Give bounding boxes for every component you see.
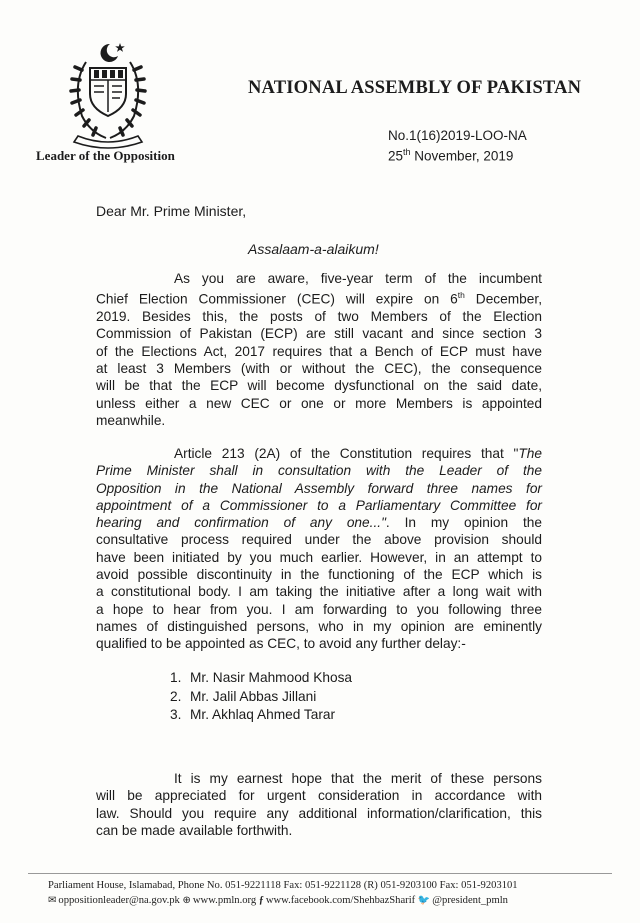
footer-web[interactable]: www.pmln.org xyxy=(192,895,257,906)
letter-date xyxy=(388,144,588,165)
nominee-name: Mr. Akhlaq Ahmed Tarar xyxy=(190,707,336,722)
paragraph-line: will be appreciated for urgent consideration in accordance with xyxy=(96,788,542,804)
nominee-name: Mr. Nasir Mahmood Khosa xyxy=(190,670,353,685)
paragraph-line: 2019. Besides this, the posts of two Members of the Election xyxy=(96,309,542,325)
list-number: 3. xyxy=(170,707,182,722)
paragraph-line: Opposition in the National Assembly forward three names for xyxy=(96,480,542,496)
reference-number: No.1(16)2019-LOO-NA xyxy=(388,128,527,143)
nominee-name: Mr. Jalil Abbas Jillani xyxy=(190,688,317,704)
paragraph-line: It is my earnest hope that the merit of these persons xyxy=(174,771,542,786)
paragraph-line: of the Elections Act, 2017 requires that a Bench of ECP must have xyxy=(96,343,542,359)
footer-address: Parliament House, Islamabad, Phone No. 051-9221118 Fax: 051-9221128 (R) 051-9203100 Fax: 051-9203101 xyxy=(48,880,518,891)
paragraph-3 xyxy=(96,770,542,839)
paragraph-line xyxy=(96,445,542,462)
facebook-icon: ƒ xyxy=(258,895,264,906)
paragraph-2 xyxy=(96,445,542,653)
footer-divider xyxy=(28,873,612,874)
globe-icon: ⊕ xyxy=(182,895,191,906)
list-item xyxy=(170,669,352,688)
paragraph-line: a hope to hear from you. I am forwarding to you following three xyxy=(96,601,542,617)
line-text: . In my opinion the xyxy=(385,515,542,531)
greeting: Assalaam-a-alaikum! xyxy=(248,241,379,257)
line-text: December, xyxy=(464,291,542,307)
salutation: Dear Mr. Prime Minister, xyxy=(96,203,247,219)
paragraph-line: can be made available forthwith. xyxy=(96,822,293,838)
reference-block xyxy=(388,127,588,165)
date-rest: November, 2019 xyxy=(410,148,514,164)
date-suffix: th xyxy=(403,147,411,157)
paragraph-line xyxy=(96,287,542,308)
quoted-text: The xyxy=(518,446,542,461)
pakistan-state-emblem-icon xyxy=(56,38,160,150)
list-item xyxy=(170,706,352,725)
paragraph-line: Commission of Pakistan (ECP) are still vacant and since section 3 xyxy=(96,326,542,342)
paragraph-line: meanwhile. xyxy=(96,412,166,428)
paragraph-line: unless either a new CEC or one or more Members is appointed xyxy=(96,395,542,411)
envelope-icon: ✉ xyxy=(48,895,57,906)
assembly-title: NATIONAL ASSEMBLY OF PAKISTAN xyxy=(248,78,582,98)
footer-facebook[interactable]: www.facebook.com/ShehbazSharif xyxy=(265,895,416,906)
nominee-list xyxy=(170,669,352,725)
paragraph-line: avoid possible discontinuity in the functioning of the ECP which is xyxy=(96,567,542,583)
paragraph-line: at least 3 Members (with or without the CEC), the consequence xyxy=(96,361,542,377)
paragraph-line: a constitutional body. I am taking the initiative after a long wait with xyxy=(96,584,542,600)
quoted-text: hearing and confirmation of any one..." xyxy=(96,515,386,531)
footer-contacts xyxy=(48,893,608,908)
paragraph-line: consultative process required under the above provision should xyxy=(96,532,542,548)
line-text: Article 213 (2A) of the Constitution requires that " xyxy=(174,446,519,461)
paragraph-line: Prime Minister shall in consultation with the Leader of the xyxy=(96,463,542,479)
paragraph-line: names of distinguished persons, who in my opinion are eminently xyxy=(96,618,542,634)
paragraph-line xyxy=(96,514,542,531)
line-text: Chief Election Commissioner (CEC) will expire on 6 xyxy=(96,291,458,307)
paragraph-1 xyxy=(96,270,542,429)
superscript: th xyxy=(457,290,465,301)
twitter-icon: 🐦 xyxy=(417,895,431,906)
paragraph-line: qualified to be appointed as CEC, to avoid any further delay:- xyxy=(96,636,466,652)
list-number: 2. xyxy=(170,688,182,704)
paragraph-line: have been initiated by you much earlier. However, in an attempt to xyxy=(96,549,542,565)
footer-email[interactable]: oppositionleader@na.gov.pk xyxy=(58,895,180,906)
office-label: Leader of the Opposition xyxy=(36,148,175,163)
footer xyxy=(48,878,608,908)
list-number: 1. xyxy=(170,670,182,685)
paragraph-line: appointment of a Commissioner to a Parliamentary Committee for xyxy=(96,497,542,513)
footer-twitter[interactable]: @president_pmln xyxy=(432,895,508,906)
paragraph-line: will be that the ECP will become dysfunctional on the said date, xyxy=(96,378,542,394)
paragraph-line: law. Should you require any additional information/clarification, this xyxy=(96,805,542,821)
paragraph-line: As you are aware, five-year term of the incumbent xyxy=(174,271,542,286)
date-day: 25 xyxy=(388,148,404,164)
list-item xyxy=(170,688,352,707)
